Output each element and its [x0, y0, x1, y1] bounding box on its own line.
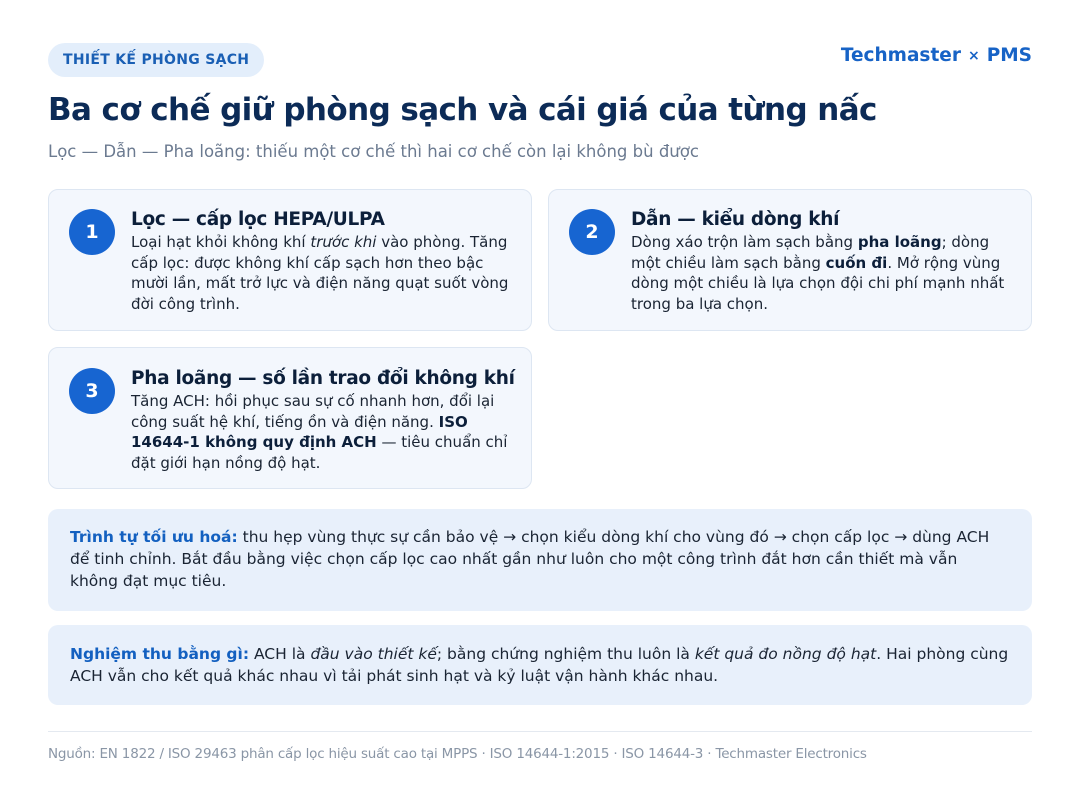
text-run: ; bằng chứng nghiệm thu luôn là — [436, 645, 695, 663]
text-run: thu hẹp vùng thực sự cần bảo vệ → chọn kiểu dòng khí cho vùng đó → chọn cấp lọc → dùng ACH để tinh chỉnh. Bắt đầu bằng việc chọn cấp lọc cao nhất gần như luôn cho một công trình đắt hơn cần thiết mà vẫn không đạt mục tiêu. — [70, 528, 990, 590]
text-run: — tiêu chuẩn chỉ đặt giới hạn nồng độ hạt. — [131, 433, 508, 472]
step-number-badge: 2 — [569, 209, 615, 255]
emphasis-bold: ISO 14644-1 không quy định ACH — [131, 412, 468, 451]
card-title: Lọc — cấp lọc HEPA/ULPA — [131, 209, 385, 230]
acceptance-note — [48, 625, 1032, 705]
mechanism-card-airflow — [548, 189, 1032, 331]
text-run: Dòng xáo trộn làm sạch bằng — [631, 233, 858, 251]
step-number-badge: 1 — [69, 209, 115, 255]
source-citation: Nguồn: EN 1822 / ISO 29463 phân cấp lọc hiệu suất cao tại MPPS · ISO 14644-1:2015 · ISO 14644-3 · Techmaster Electronics — [48, 746, 867, 762]
page-title: Ba cơ chế giữ phòng sạch và cái giá của từng nấc — [48, 92, 877, 128]
emphasis-bold: pha loãng — [857, 233, 942, 251]
step-number-badge: 3 — [69, 368, 115, 414]
card-body — [631, 232, 1017, 314]
emphasis-italic: kết quả đo nồng độ hạt — [694, 645, 877, 663]
brand-logo — [841, 45, 1032, 66]
note-lead: Nghiệm thu bằng gì: — [70, 645, 250, 663]
text-run: Loại hạt khỏi không khí — [131, 233, 311, 251]
emphasis-italic: trước khi — [310, 233, 377, 251]
note-lead: Trình tự tối ưu hoá: — [70, 528, 238, 546]
card-title: Pha loãng — số lần trao đổi không khí — [131, 368, 515, 389]
page-subtitle: Lọc — Dẫn — Pha loãng: thiếu một cơ chế thì hai cơ chế còn lại không bù được — [48, 142, 699, 161]
text-run: ; dòng một chiều làm sạch bằng — [631, 233, 990, 272]
card-body — [131, 232, 517, 314]
emphasis-italic: đầu vào thiết kế — [310, 645, 437, 663]
text-run: . Hai phòng cùng ACH vẫn cho kết quả khác nhau vì tải phát sinh hạt và kỷ luật vận hành khác nhau. — [70, 645, 1009, 685]
text-run: . Mở rộng vùng dòng một chiều là lựa chọn đội chi phí mạnh nhất trong ba lựa chọn. — [631, 253, 1005, 313]
text-run: Tăng ACH: hồi phục sau sự cố nhanh hơn, đổi lại công suất hệ khí, tiếng ồn và điện năng. — [131, 392, 495, 431]
mechanism-card-dilution — [48, 347, 532, 489]
section-tag: THIẾT KẾ PHÒNG SẠCH — [48, 43, 264, 77]
brand-pms: PMS — [986, 45, 1032, 66]
card-title: Dẫn — kiểu dòng khí — [631, 209, 840, 230]
footer-divider — [48, 731, 1032, 732]
text-run: vào phòng. Tăng cấp lọc: được không khí cấp sạch hơn theo bậc mười lần, mất trở lực và điện năng quạt suốt vòng đời công trình. — [131, 233, 509, 313]
emphasis-bold: cuốn đi — [825, 253, 888, 272]
optimization-order-note — [48, 509, 1032, 611]
mechanism-card-filtration — [48, 189, 532, 331]
brand-techmaster: Techmaster — [840, 45, 961, 66]
brand-separator: × — [967, 47, 980, 64]
text-run: ACH là — [249, 645, 311, 663]
card-body — [131, 391, 517, 473]
